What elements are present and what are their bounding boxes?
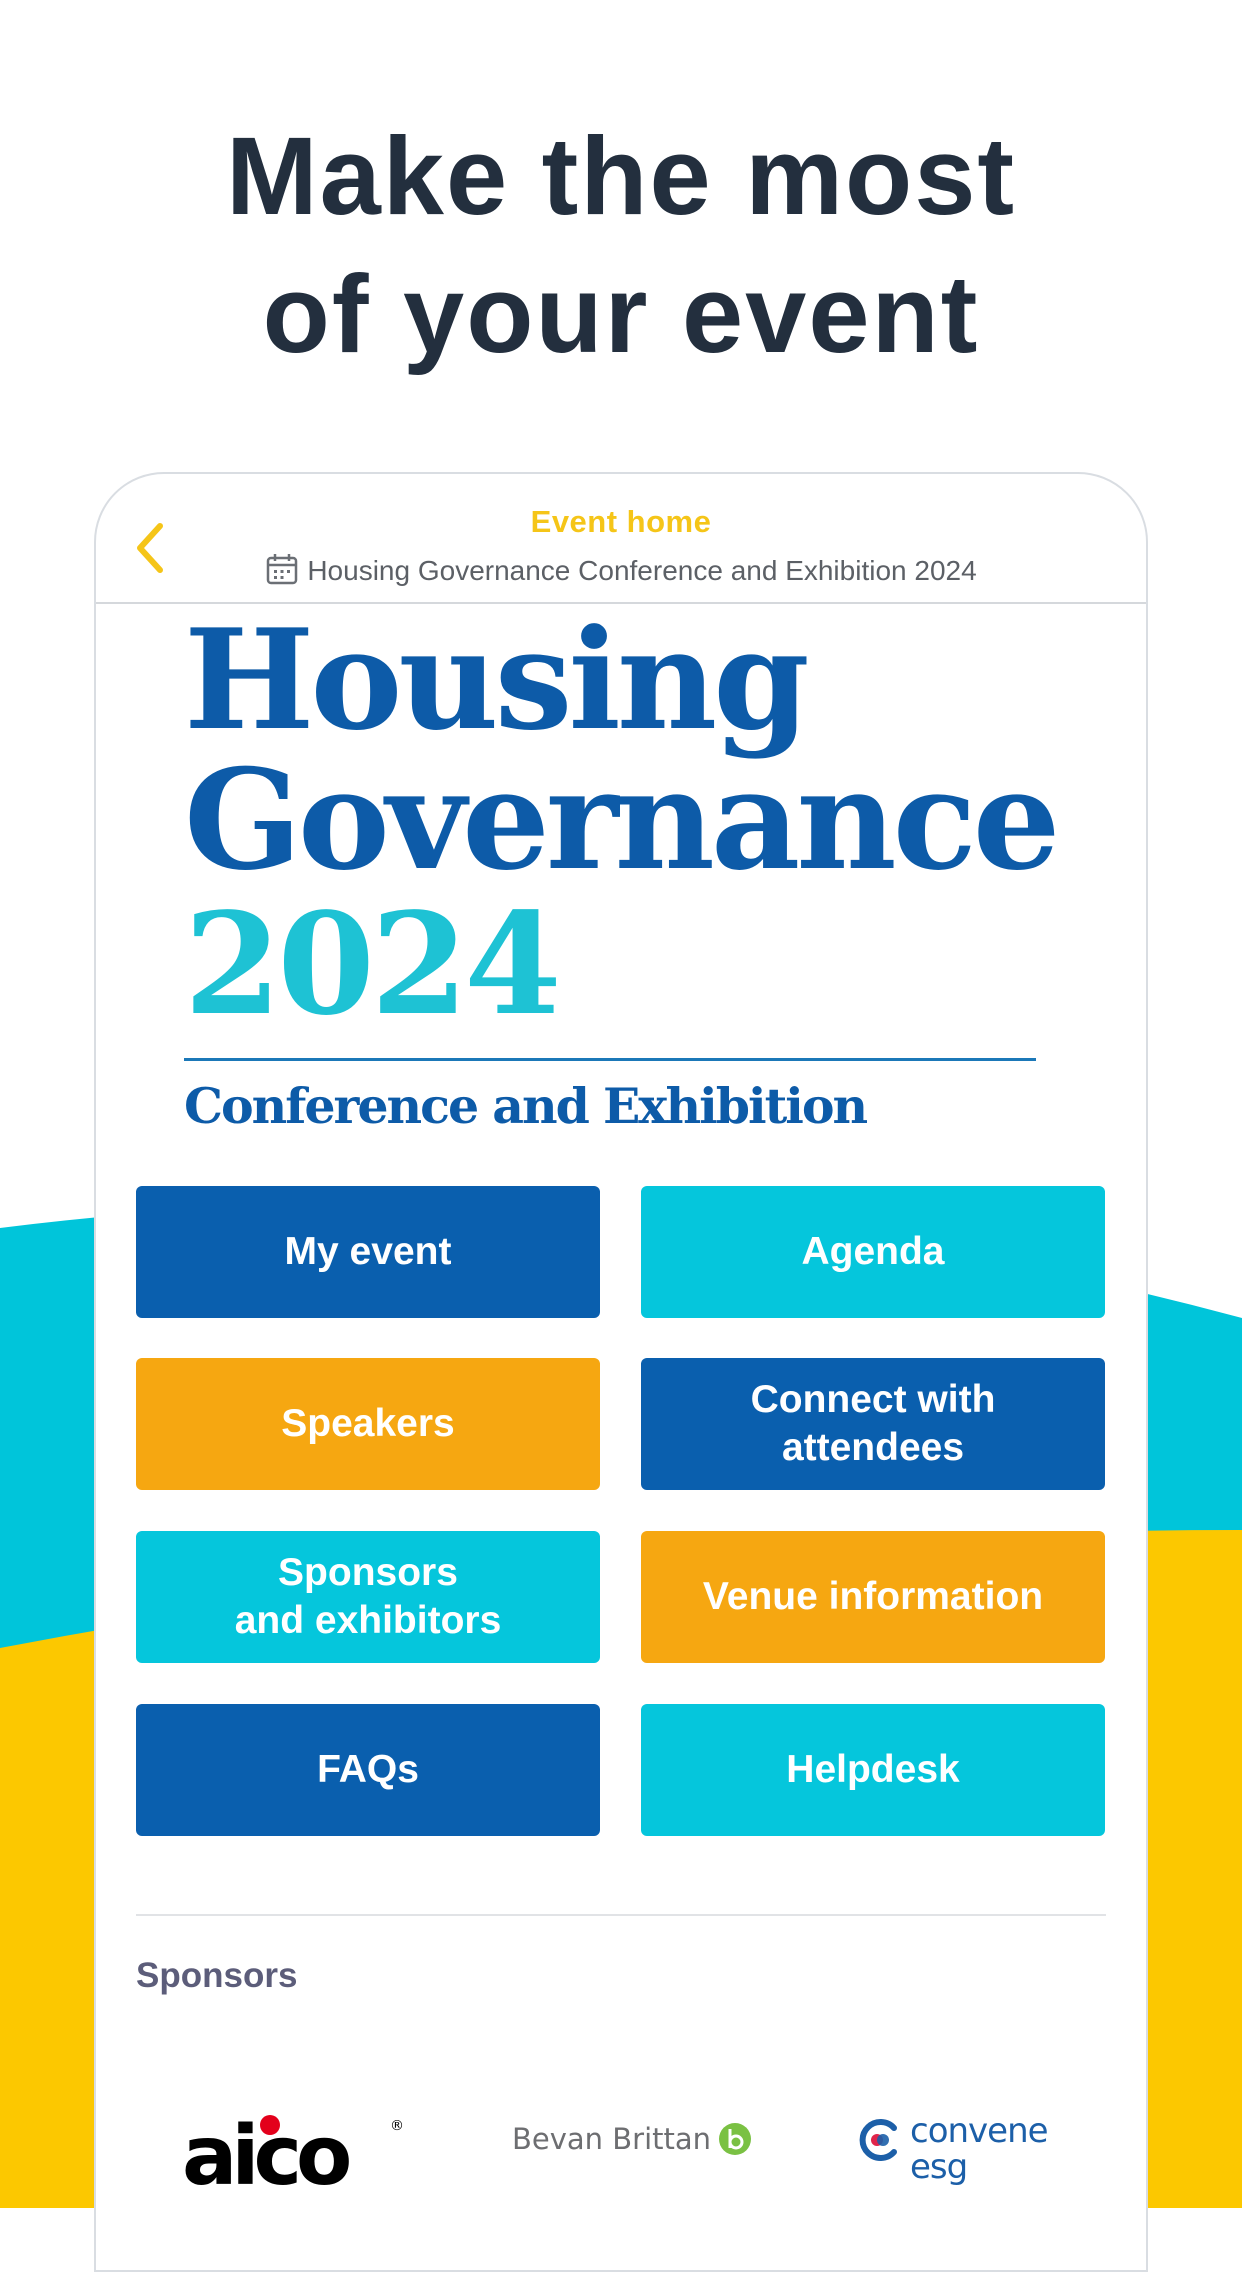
helpdesk-button[interactable]: Helpdesk [641,1704,1105,1836]
aico-logo-icon [182,2104,412,2194]
logo-line-2: Governance [184,738,1057,901]
sponsor-logo-bevan-brittan[interactable] [512,2122,752,2172]
esg-logo-text: esg [910,2147,968,2187]
sponsor-logo-aico[interactable] [182,2104,412,2194]
section-divider [136,1914,1106,1916]
nav-title: Event home [530,504,712,539]
phone-frame [94,472,1148,2272]
logo-divider [184,1058,1036,1061]
convene-mark-icon [858,2118,902,2162]
connect-with-attendees-button[interactable]: Connect with attendees [641,1358,1105,1490]
sponsors-heading: Sponsors [136,1956,298,1995]
bevan-brittan-mark-icon [718,2122,752,2156]
logo-line-1: Housing [184,598,806,761]
headline-line-2: of your event [262,253,980,376]
nav-subtitle: Housing Governance Conference and Exhibition 2024 [307,555,977,586]
agenda-button[interactable]: Agenda [641,1186,1105,1318]
faqs-button[interactable]: FAQs [136,1704,600,1836]
my-event-button[interactable]: My event [136,1186,600,1318]
calendar-icon [265,552,299,586]
event-logo [184,598,1064,1135]
headline [0,108,1242,384]
sponsor-logo-convene-esg[interactable] [858,2111,1058,2190]
speakers-button[interactable]: Speakers [136,1358,600,1490]
bevan-brittan-logo-text: Bevan Brittan [512,2122,712,2156]
convene-logo-text: convene [910,2111,1048,2151]
sponsors-and-exhibitors-button[interactable]: Sponsors and exhibitors [136,1531,600,1663]
nav-subtitle-row [96,552,1146,587]
venue-information-button[interactable]: Venue information [641,1531,1105,1663]
aico-logo-text: aico [182,2109,347,2194]
svg-text:®: ® [390,2118,404,2134]
logo-subtitle: Conference and Exhibition [184,1077,867,1135]
logo-year: 2024 [184,883,558,1047]
headline-line-1: Make the most [225,115,1017,238]
navigation-bar [96,474,1146,604]
